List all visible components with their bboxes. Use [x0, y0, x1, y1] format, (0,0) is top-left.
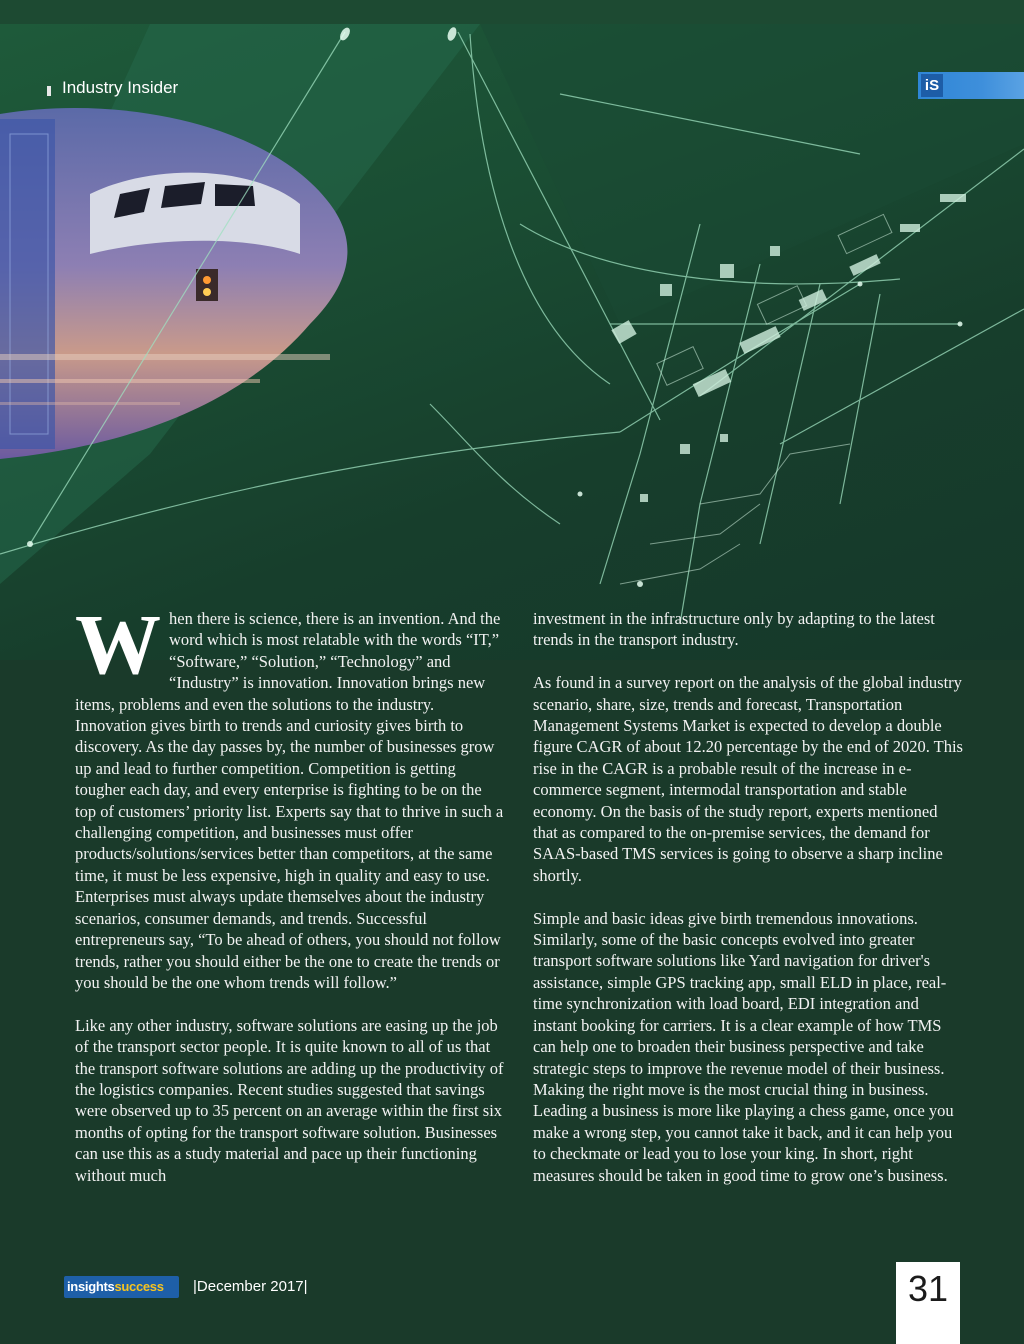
circuit-network-illustration	[0, 24, 1024, 660]
article-paragraph: Like any other industry, software solutions are easing up the job of the transport sector people. It is quite known to all of us that the transport software solutions are adding up the productivity of the logistics companies. Recent studies suggested that savings were observed up to 35 percent on an average within the first six months of opting for the transport software solution. Businesses can use this as a study material and pace up their functioning without much	[75, 1015, 504, 1185]
article-left-column	[75, 596, 506, 1207]
hero-image	[0, 24, 1024, 660]
insights-success-logo	[64, 1276, 179, 1298]
article-paragraph	[75, 596, 506, 993]
section-label-marker	[47, 86, 51, 96]
logo-text-success: success	[114, 1279, 164, 1294]
article-paragraph: Simple and basic ideas give birth tremendous innovations. Similarly, some of the basic concepts evolved into greater transport software solutions like Yard navigation for driver's assistance, simple GPS tracking app, small ELD in place, real-time synchronization with load board, EDI integration and instant booking for carriers. It is a clear example of how TMS can help one to broaden their business perspective and take strategic steps to improve the revenue model of their business. Making the right move is the most crucial thing in business. Leading a business is more like playing a chess game, once you make a wrong step, you cannot take it back, and it can help you to checkmate or lead you to lose your king. In short, right measures should be taken in good time to grow one’s business.	[533, 908, 954, 1185]
brand-logo-icon: iS	[921, 74, 943, 97]
article-paragraph: investment in the infrastructure only by adapting to the latest trends in the transport industry.	[533, 609, 935, 650]
section-label: Industry Insider	[62, 78, 179, 97]
issue-date: |December 2017|	[193, 1278, 308, 1295]
top-strip	[0, 0, 1024, 24]
logo-text-insights: insights	[67, 1279, 115, 1294]
article-right-column	[533, 608, 965, 1207]
page-number: 31	[907, 1268, 949, 1309]
article-paragraph: As found in a survey report on the analysis of the global industry scenario, share, size, trends and forecast, Transportation Management Systems Market is expected to develop a double figure CAGR of about 12.20 percentage by the end of 2020. This rise in the CAGR is a probable result of the increase in e-commerce segment, intermodal transportation and stable economy. On the basis of the study report, experts mentioned that as compared to the on-premise services, the demand for SAAS-based TMS services is going to observe a sharp incline shortly.	[533, 673, 963, 885]
paragraph-text: hen there is science, there is an invention. And the word which is most relatable with the words “IT,” “Software,” “Solution,” “Technology” and “Industry” is innovation. Innovation brings new items, problems and even the solutions to the industry. Innovation gives birth to trends and curiosity gives birth to discovery. As the day passes by, the number of businesses grow up and lead to further competition. Competition is getting tougher each day, and every enterprise is fighting to be on the top of customers’ priority list. Experts say that to thrive in such a challenging competition, and businesses must offer products/solutions/services better than competitors, at the same time, it must be less expensive, high in quality and easy to use. Enterprises must always update themselves about the industry scenarios, consumer demands, and trends. Successful entrepreneurs say, “To be ahead of others, you should not follow trends, rather you should either be the one to create the trends or you should be the one whom trends will follow.”	[75, 609, 504, 992]
drop-cap: W	[75, 596, 161, 692]
